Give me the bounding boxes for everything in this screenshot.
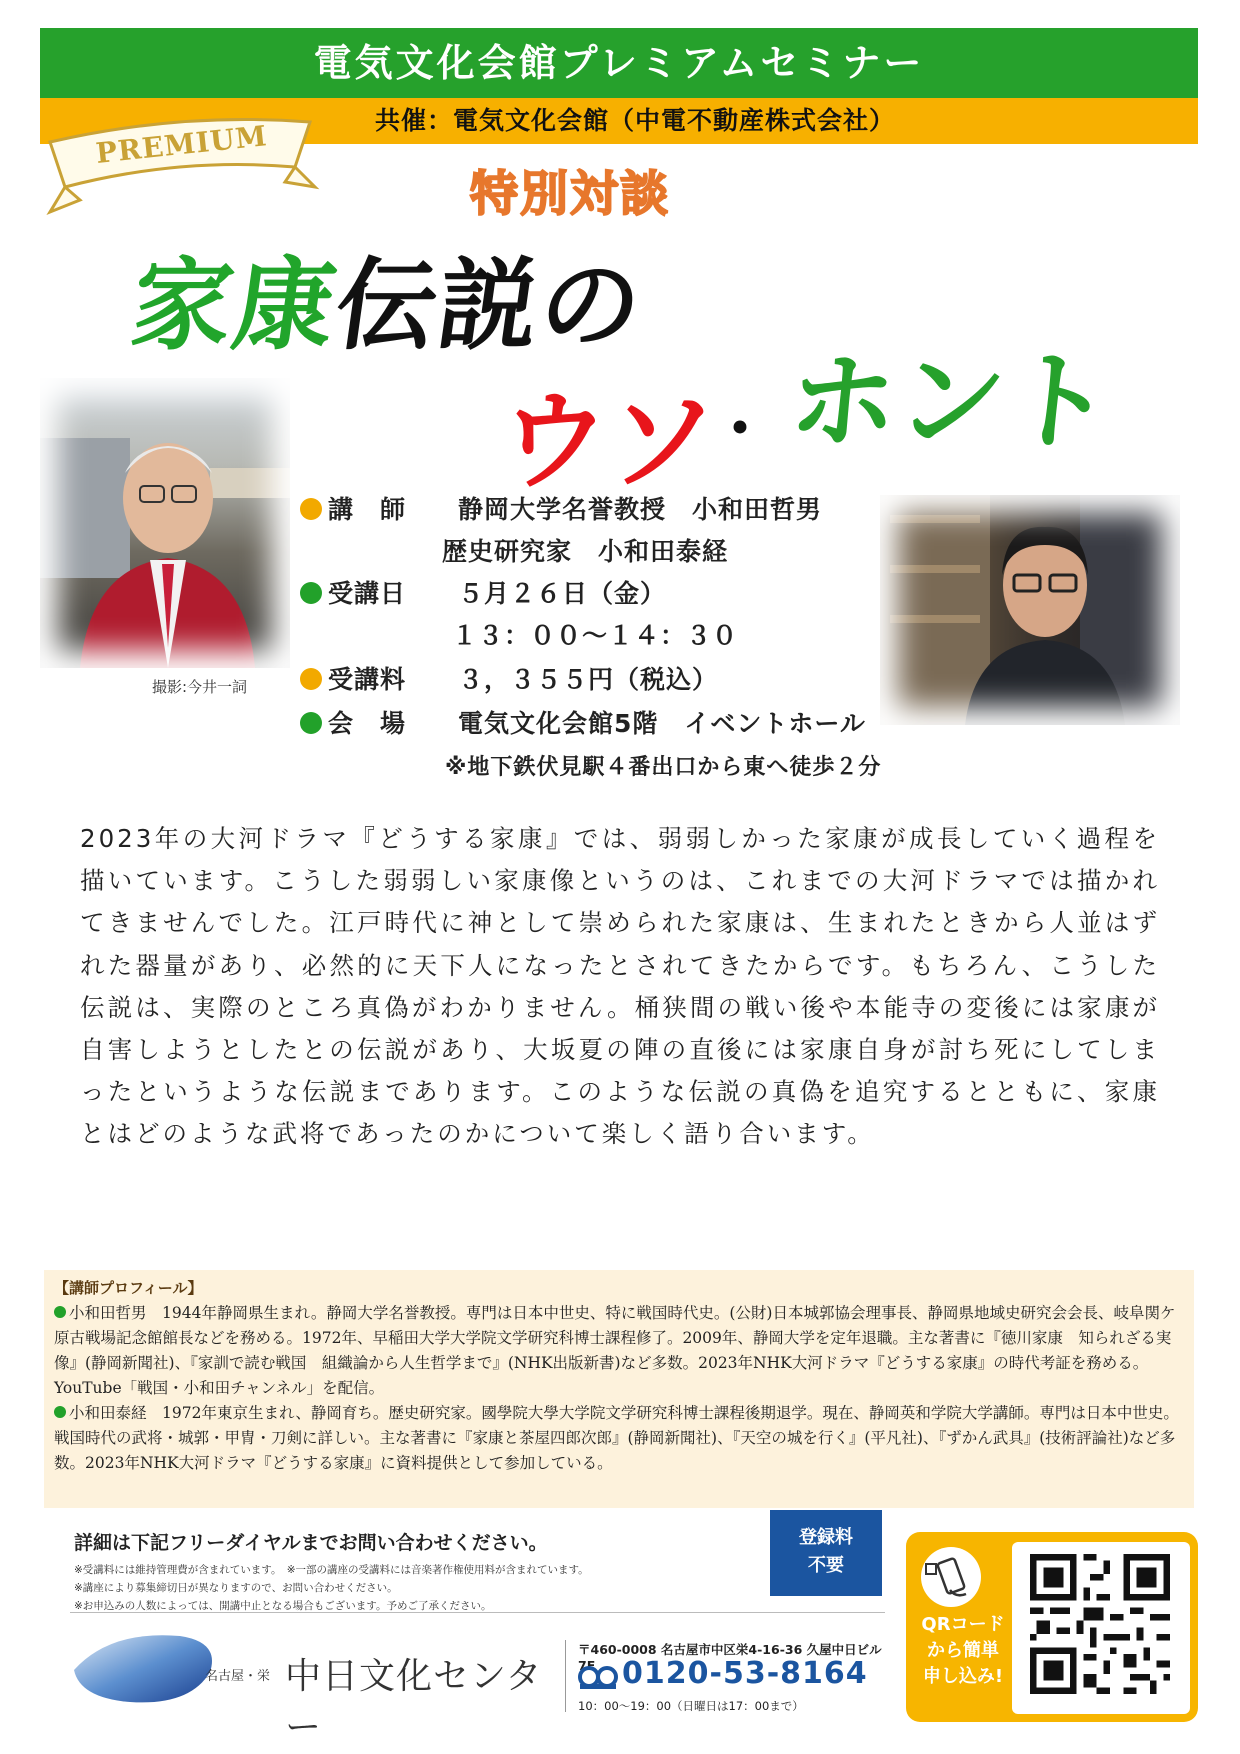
lecturer-1: 静岡大学名誉教授 小和田哲男 bbox=[458, 495, 823, 524]
info-venue-row bbox=[300, 704, 866, 744]
title-densetsu-no: 伝説の bbox=[328, 247, 651, 364]
date-value: ５月２６日（金） bbox=[458, 579, 667, 608]
qr-line-3: 申し込み! bbox=[922, 1666, 1004, 1687]
title-honto: ホント bbox=[782, 340, 1120, 465]
orange-bullet-icon bbox=[300, 498, 322, 520]
brand-name: 中日文化センター bbox=[285, 1656, 543, 1748]
premium-label: PREMIUM bbox=[94, 119, 269, 170]
seminar-description: 2023年の大河ドラマ『どうする家康』では、弱弱しかった家康が成長していく過程を描いています。こうした弱弱しい家康像というのは、これまでの大河ドラマでは描かれてきませんでした。江戸時代に神として崇められた家康は、生まれたときから人並はずれた器量があり、必然的に天下人になったとされてきたからです。もちろん、こうした伝説は、実際のところ真偽がわかりません。桶狭間の戦い後や本能寺の変後には家康が自害しようとしたとの伝説があり、大坂夏の陣の直後には家康自身が討ち死にしてしまったというような伝説まであります。このような伝説の真偽を追究するとともに、家康とはどのような武将であったのかについて楽しく語り合います。 bbox=[80, 824, 1160, 1149]
reg-line-2: 不要 bbox=[808, 1555, 844, 1576]
qr-line-2: から簡単 bbox=[927, 1640, 999, 1661]
fee-label: 受講料 bbox=[328, 665, 407, 694]
note-fee: ※受講料には維持管理費が含まれています。 ※一部の講座の受講料には音楽著作権使用料が含まれています。 bbox=[74, 1564, 589, 1576]
lecturer-photo-yasunori bbox=[880, 495, 1180, 725]
footer-vertical-divider bbox=[565, 1640, 566, 1712]
phone-number[interactable]: 0120-53-8164 bbox=[622, 1656, 868, 1691]
info-date-row bbox=[300, 574, 666, 614]
lecturer-profile-box bbox=[44, 1270, 1194, 1508]
fee-value: ３，３５５円（税込） bbox=[458, 665, 719, 694]
profile-heading: 【講師プロフィール】 bbox=[54, 1279, 203, 1297]
info-fee-row bbox=[300, 660, 718, 700]
lecturer-2: 歴史研究家 小和田泰経 bbox=[442, 537, 729, 566]
title-ieyasu: 家康 bbox=[124, 247, 345, 364]
info-lecturer-2-row bbox=[442, 532, 728, 572]
lecturer-label: 講 師 bbox=[328, 495, 407, 524]
address: 〒460-0008 名古屋市中区栄4-16-36 久屋中日ビル7F bbox=[578, 1642, 882, 1673]
qr-caption bbox=[920, 1612, 1006, 1712]
qr-code-icon[interactable] bbox=[1030, 1554, 1170, 1694]
contact-title: 詳細は下記フリーダイヤルまでお問い合わせください。 bbox=[74, 1532, 548, 1554]
business-hours: 10：00～19：00（日曜日は17：00まで） bbox=[578, 1699, 804, 1713]
reg-line-1: 登録料 bbox=[799, 1527, 853, 1548]
note-deadline: ※講座により募集締切日が異なりますので、お問い合わせください。 bbox=[74, 1582, 398, 1594]
orange-bullet-icon bbox=[300, 668, 322, 690]
title-uso: ウソ bbox=[492, 380, 722, 505]
info-lecturer-row bbox=[300, 490, 822, 530]
access-note: ※地下鉄伏見駅４番出口から東へ徒歩２分 bbox=[445, 755, 882, 780]
qr-line-1: QRコード bbox=[921, 1614, 1005, 1635]
seminar-title-banner: 電気文化会館プレミアムセミナー bbox=[40, 28, 1198, 98]
cohost-banner: 共催：電気文化会館（中電不動産株式会社） bbox=[40, 98, 1198, 144]
photo-credit: 撮影:今井一詞 bbox=[152, 678, 248, 696]
registration-fee-badge bbox=[770, 1510, 882, 1596]
main-title-line-2 bbox=[492, 315, 1200, 505]
profile-yasunori bbox=[54, 1401, 1184, 1476]
smartphone-scan-icon bbox=[920, 1546, 982, 1608]
profile-tetsuo bbox=[54, 1301, 1184, 1401]
time-value: １３：００～１４：３０ bbox=[452, 621, 739, 650]
info-time-row bbox=[452, 616, 738, 656]
free-dial-icon bbox=[578, 1664, 618, 1690]
green-dot-icon bbox=[54, 1406, 66, 1418]
green-bullet-icon bbox=[300, 712, 322, 734]
venue-label: 会 場 bbox=[328, 709, 407, 738]
lecturer-photo-tetsuo bbox=[40, 378, 290, 668]
venue-value: 電気文化会館5階 イベントホール bbox=[458, 709, 866, 738]
brand-location: 名古屋・栄 bbox=[205, 1669, 271, 1684]
green-bullet-icon bbox=[300, 582, 322, 604]
profile-yasunori-text: 小和田泰経 1972年東京生まれ、静岡育ち。歴史研究家。國學院大學大学院文学研究科博士課程後期退学。現在、静岡英和学院大学講師。専門は日本中世史。戦国時代の武将・城郭・甲冑・刀剣に詳しい。主な著書に『家康と茶屋四郎次郎』(静岡新聞社)、『天空の城を行く』(平凡社)、『ずかん武具』(技術評論社)など多数。2023年NHK大河ドラマ『どうする家康』に資料提供として参加している。 bbox=[54, 1404, 1179, 1472]
footer-divider bbox=[70, 1612, 885, 1613]
chunichi-logo-icon bbox=[70, 1628, 222, 1708]
special-talk-kicker: 特別対談 bbox=[470, 166, 671, 222]
note-cancel: ※お申込みの人数によっては、開講中止となる場合もございます。予めご了承ください。 bbox=[74, 1600, 492, 1612]
green-dot-icon bbox=[54, 1306, 66, 1318]
date-label: 受講日 bbox=[328, 579, 407, 608]
title-dot: ・ bbox=[710, 395, 770, 465]
profile-tetsuo-text: 小和田哲男 1944年静岡県生まれ。静岡大学名誉教授。専門は日本中世史、特に戦国時代史。(公財)日本城郭協会理事長、静岡県地域史研究会会長、岐阜関ケ原古戦場記念館館長などを務める。1972年、早稲田大学大学院文学研究科博士課程修了。2009年、静岡大学を定年退職。主な著書に『徳川家康 知られざる実像』(静岡新聞社)、『家訓で読む戦国 組織論から人生哲学まで』(NHK出版新書)など多数。2023年NHK大河ドラマ『どうする家康』の時代考証を務める。YouTube「戦国・小和田チャンネル」を配信。 bbox=[54, 1304, 1176, 1397]
